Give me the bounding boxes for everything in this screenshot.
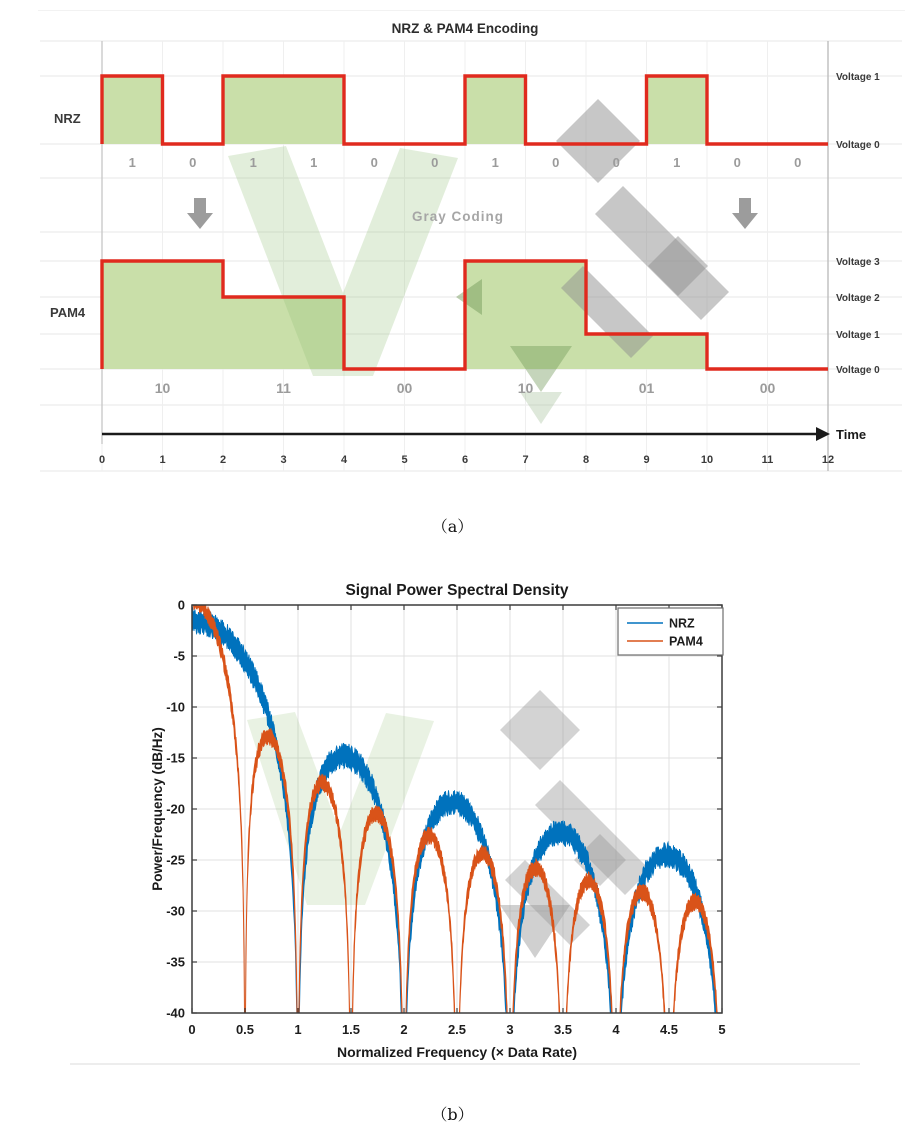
legend-label-pam4: PAM4 [669, 634, 703, 649]
psd-x-tick-label: 2.5 [447, 1022, 467, 1037]
time-tick-label: 12 [821, 454, 835, 466]
pam4-symbol-label: 01 [638, 380, 655, 396]
pam4-symbol-label: 10 [154, 380, 171, 396]
psd-chart [0, 560, 905, 1095]
legend-label-nrz: NRZ [669, 616, 695, 631]
time-tick-label: 3 [280, 454, 287, 466]
nrz-row-label: NRZ [54, 111, 81, 126]
nrz-bit-label: 1 [673, 155, 681, 170]
psd-ylabel: Power/Frequency (dB/Hz) [150, 727, 165, 891]
time-tick-label: 9 [643, 454, 650, 466]
caption-b: （b） [431, 1105, 474, 1124]
time-tick-label: 6 [461, 454, 469, 466]
nrz-voltage-label: Voltage 1 [836, 72, 880, 83]
figure-a-title: NRZ & PAM4 Encoding [391, 21, 539, 36]
nrz-bit-label: 0 [552, 155, 560, 170]
time-tick-label: 4 [340, 454, 348, 466]
psd-x-tick-label: 2 [400, 1022, 408, 1037]
legend [618, 608, 723, 655]
figure-b-psd-chart [0, 560, 905, 1095]
psd-x-tick-label: 4 [612, 1022, 620, 1037]
time-tick-label: 1 [159, 454, 166, 466]
psd-y-tick-label: -25 [166, 852, 185, 868]
psd-y-tick-label: -20 [166, 801, 185, 817]
nrz-bit-label: 1 [491, 155, 499, 170]
image-bottom-edge [70, 1063, 860, 1065]
nrz-bit-label: 1 [310, 155, 318, 170]
pam4-symbol-label: 00 [396, 380, 413, 396]
time-tick-label: 2 [219, 454, 227, 466]
psd-y-tick-label: -40 [166, 1005, 185, 1021]
pam4-symbol-label: 11 [276, 380, 291, 396]
psd-x-tick-label: 3.5 [553, 1022, 573, 1037]
pam4-symbol-label: 00 [759, 380, 776, 396]
psd-y-tick-label: -35 [166, 954, 185, 970]
time-axis-label: Time [836, 427, 867, 442]
psd-x-tick-label: 0 [188, 1022, 196, 1037]
figure-a-encoding [38, 10, 905, 479]
psd-y-tick-label: 0 [177, 597, 185, 613]
psd-x-tick-label: 1 [294, 1022, 302, 1037]
time-tick-label: 8 [582, 454, 590, 466]
down-arrow-icon [732, 198, 758, 229]
nrz-pam4-encoding-diagram [38, 11, 905, 479]
pam4-voltage-label: Voltage 0 [836, 365, 880, 376]
time-tick-label: 7 [522, 454, 529, 466]
psd-y-tick-label: -30 [166, 903, 185, 919]
psd-y-tick-label: -5 [173, 648, 185, 664]
psd-xlabel: Normalized Frequency (× Data Rate) [336, 1044, 578, 1060]
time-tick-label: 0 [98, 454, 106, 466]
psd-x-tick-label: 1.5 [341, 1022, 361, 1037]
time-tick-label: 5 [401, 454, 408, 466]
pam4-symbol-label: 10 [517, 380, 534, 396]
caption-a: （a） [431, 517, 474, 536]
psd-x-tick-label: 5 [718, 1022, 726, 1037]
nrz-voltage-label: Voltage 0 [836, 140, 880, 151]
time-tick-label: 10 [700, 454, 714, 466]
psd-y-tick-label: -15 [166, 750, 185, 766]
nrz-waveform [102, 76, 828, 144]
nrz-bit-label: 0 [370, 155, 378, 170]
psd-x-tick-label: 0.5 [235, 1022, 255, 1037]
nrz-bit-label: 0 [794, 155, 802, 170]
gray-coding-label: Gray Coding [411, 209, 505, 224]
nrz-bit-label: 1 [128, 155, 136, 170]
nrz-bit-label: 1 [249, 155, 257, 170]
psd-x-tick-label: 4.5 [659, 1022, 679, 1037]
down-arrow-icon [187, 198, 213, 229]
pam4-row-label: PAM4 [50, 305, 86, 320]
psd-x-tick-label: 3 [506, 1022, 514, 1037]
nrz-bit-label: 0 [612, 155, 620, 170]
psd-title: Signal Power Spectral Density [345, 582, 569, 599]
nrz-bit-label: 0 [189, 155, 197, 170]
time-tick-label: 11 [761, 454, 774, 466]
pam4-voltage-label: Voltage 2 [836, 293, 880, 304]
nrz-bit-label: 0 [733, 155, 741, 170]
pam4-voltage-label: Voltage 3 [836, 257, 880, 268]
nrz-bit-label: 0 [431, 155, 439, 170]
psd-y-tick-label: -10 [166, 699, 185, 715]
pam4-voltage-label: Voltage 1 [836, 330, 880, 341]
